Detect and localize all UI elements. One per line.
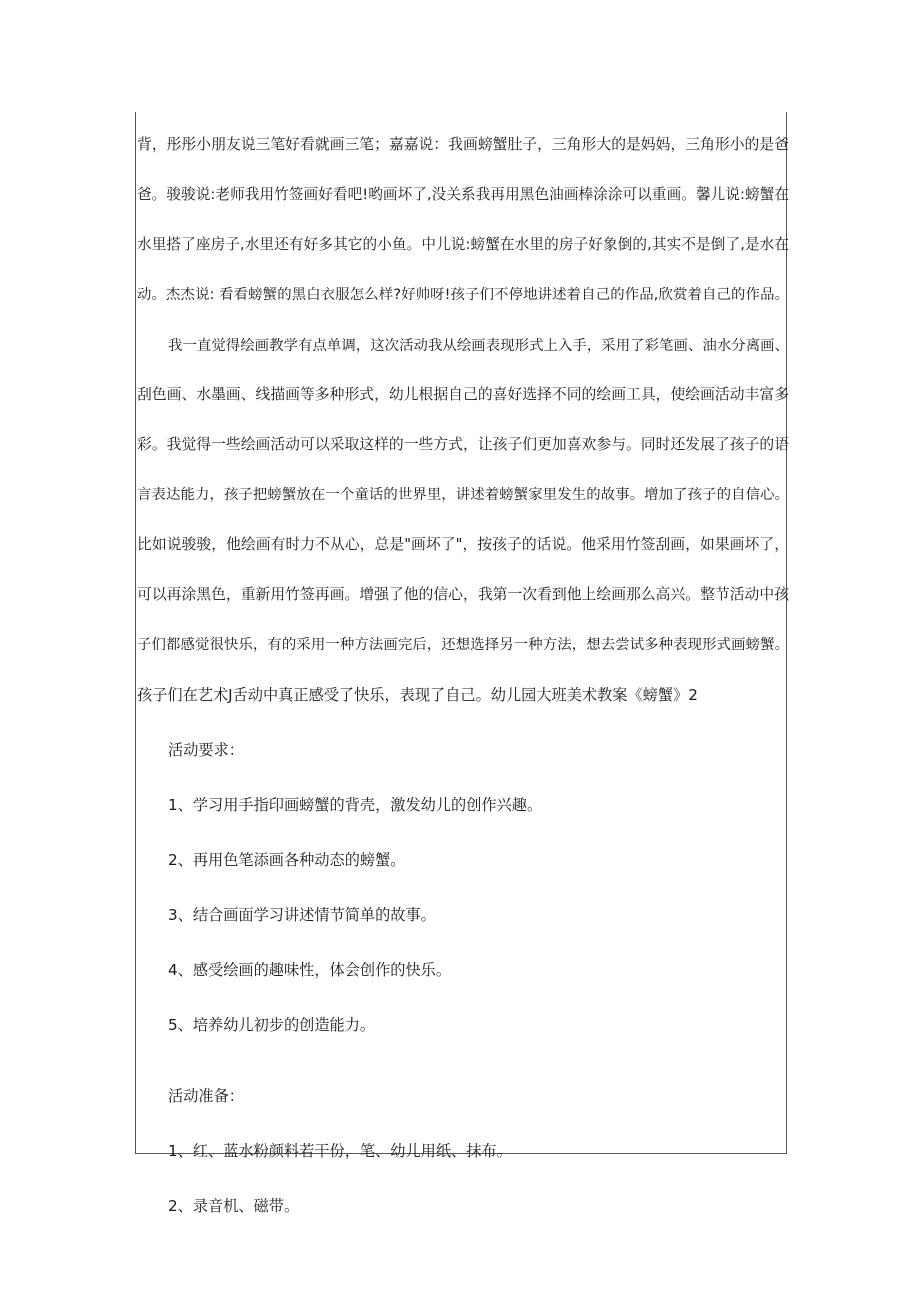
list-item: 3、结合画面学习讲述情节简单的故事。: [168, 906, 436, 924]
preparation-heading: 活动准备：: [168, 1087, 244, 1105]
paragraph-line: 孩子们在艺术J舌动中真正感受了快乐，表现了自己。幼儿园大班美术教案《螃蟹》2: [137, 686, 698, 704]
list-item: 4、感受绘画的趣味性，体会创作的快乐。: [168, 961, 452, 979]
paragraph-line: 比如说骏骏，他绘画有时力不从心，总是"画坏了"，按孩子的话说。他采用竹签刮画，如果画坏了，: [137, 536, 789, 553]
list-item: 2、录音机、磁带。: [168, 1197, 300, 1215]
requirements-heading: 活动要求：: [168, 741, 244, 759]
paragraph-line: 言表达能力，孩子把螃蟹放在一个童话的世界里，讲述着螃蟹家里发生的故事。增加了孩子的自信心。: [137, 487, 789, 503]
paragraph-line: 我一直觉得绘画教学有点单调，这次活动我从绘画表现形式上入手，采用了彩笔画、油水分离画、: [168, 338, 789, 354]
list-item: 1、学习用手指印画螃蟹的背壳，激发幼儿的创作兴趣。: [168, 796, 543, 814]
paragraph-line: 水里搭了座房子,水里还有好多其它的小鱼。中儿说:螃蟹在水里的房子好象倒的,其实不是倒了,是水在: [137, 236, 789, 253]
list-item: 5、培养幼儿初步的创造能力。: [168, 1016, 376, 1034]
paragraph-line: 子们都感觉很快乐，有的采用一种方法画完后，还想选择另一种方法，想去尝试多种表现形式画螃蟹。: [137, 637, 789, 653]
paragraph-line: 可以再涂黑色，重新用竹签再画。增强了他的信心，我第一次看到他上绘画那么高兴。整节活动中孩: [137, 586, 789, 603]
paragraph-line: 爸。骏骏说:老师我用竹签画好看吧!哟画坏了,没关系我再用黑色油画棒涂涂可以重画。馨儿说:螃蟹在: [137, 186, 789, 203]
paragraph-line: 动。杰杰说: 看看螃蟹的黑白衣服怎么样?好帅呀!孩子们不停地讲述着自己的作品,欣赏着自己的作品。: [137, 287, 789, 303]
paragraph-line: 背，彤彤小朋友说三笔好看就画三笔；嘉嘉说：我画螃蟹肚子，三角形大的是妈妈，三角形小的是爸: [137, 136, 789, 153]
page-table-frame: [135, 112, 787, 1154]
paragraph-line: 彩。我觉得一些绘画活动可以采取这样的一些方式，让孩子们更加喜欢参与。同时还发展了孩子的语: [137, 436, 789, 453]
list-item: 2、再用色笔添画各种动态的螃蟹。: [168, 851, 406, 869]
paragraph-line: 刮色画、水墨画、线描画等多种形式，幼儿根据自己的喜好选择不同的绘画工具，使绘画活动丰富多: [137, 386, 789, 403]
list-item: 1、红、蓝水粉颜料若干份，笔、幼儿用纸、抹布。: [168, 1142, 512, 1160]
